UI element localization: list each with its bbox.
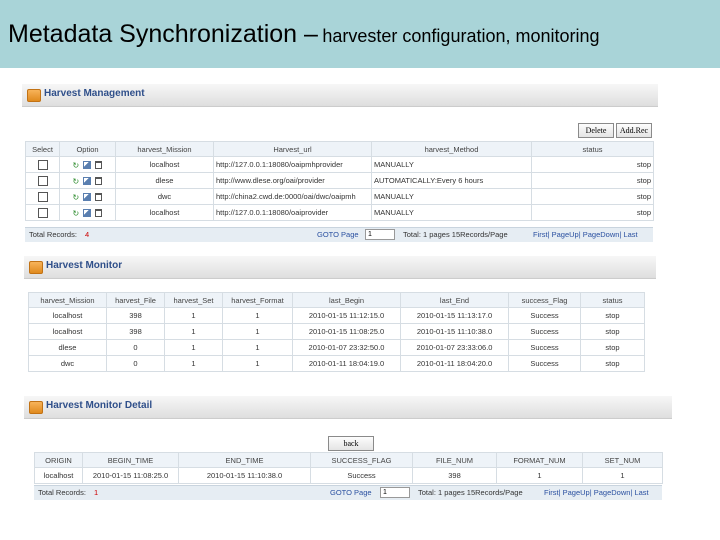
edit-icon[interactable] xyxy=(83,193,91,201)
cell-url: http://china2.cwd.de:0000/oai/dwc/oaipmh xyxy=(214,189,372,205)
col-format-num: FORMAT_NUM xyxy=(497,453,583,468)
col-harvest-mission: harvest_Mission xyxy=(29,293,107,308)
panel-icon xyxy=(29,401,43,414)
table-cell: 2010-01-15 11:13:17.0 xyxy=(401,308,509,324)
slide-title-sub: harvester configuration, monitoring xyxy=(322,26,600,46)
edit-icon[interactable] xyxy=(83,161,91,169)
row-checkbox[interactable] xyxy=(38,160,48,170)
col-harvest-set: harvest_Set xyxy=(165,293,223,308)
table-cell: 2010-01-15 11:08:25.0 xyxy=(83,468,179,484)
table-cell: 1 xyxy=(497,468,583,484)
pager-info: Total: 1 pages 15Records/Page xyxy=(418,488,523,497)
col-status: status xyxy=(532,142,654,157)
refresh-icon[interactable]: ↻ xyxy=(72,161,80,170)
harvest-management-pager xyxy=(25,227,653,242)
table-cell: Success xyxy=(509,308,581,324)
col-select: Select xyxy=(26,142,60,157)
table-cell: 2010-01-15 11:08:25.0 xyxy=(293,324,401,340)
harvest-monitor-detail-titlebar xyxy=(24,396,672,419)
harvest-monitor-titlebar xyxy=(24,256,656,279)
add-record-button[interactable]: Add.Rec xyxy=(616,123,652,138)
col-success-flag: success_Flag xyxy=(509,293,581,308)
back-button[interactable]: back xyxy=(328,436,374,451)
table-cell: 398 xyxy=(107,308,165,324)
row-checkbox[interactable] xyxy=(38,192,48,202)
cell-mission: dwc xyxy=(116,189,214,205)
col-harvest-format: harvest_Format xyxy=(223,293,293,308)
table-row xyxy=(26,157,654,173)
col-origin: ORIGIN xyxy=(35,453,83,468)
cell-url: http://127.0.0.1:18080/oaiprovider xyxy=(214,205,372,221)
harvest-monitor-title: Harvest Monitor xyxy=(46,260,123,271)
table-cell: Success xyxy=(509,356,581,372)
harvest-management-table xyxy=(25,141,654,221)
table-cell: 2010-01-11 18:04:20.0 xyxy=(401,356,509,372)
table-cell: 1 xyxy=(165,356,223,372)
col-last-begin: last_Begin xyxy=(293,293,401,308)
table-cell: 2010-01-07 23:33:06.0 xyxy=(401,340,509,356)
harvest-monitor-table xyxy=(28,292,645,372)
table-cell: 2010-01-15 11:12:15.0 xyxy=(293,308,401,324)
cell-method: MANUALLY xyxy=(372,157,532,173)
table-cell: 1 xyxy=(223,324,293,340)
refresh-icon[interactable]: ↻ xyxy=(72,193,80,202)
total-records-value: 4 xyxy=(85,230,90,239)
table-cell: stop xyxy=(581,308,645,324)
cell-status: stop xyxy=(532,189,654,205)
table-row xyxy=(26,189,654,205)
col-last-end: last_End xyxy=(401,293,509,308)
cell-status: stop xyxy=(532,205,654,221)
cell-mission: dlese xyxy=(116,173,214,189)
table-cell: 2010-01-07 23:32:50.0 xyxy=(293,340,401,356)
table-cell: 398 xyxy=(413,468,497,484)
panel-icon xyxy=(29,261,43,274)
cell-url: http://127.0.0.1:18080/oaipmhprovider xyxy=(214,157,372,173)
trash-icon[interactable] xyxy=(95,193,102,201)
table-cell: stop xyxy=(581,324,645,340)
refresh-icon[interactable]: ↻ xyxy=(72,209,80,218)
col-harvest-file: harvest_File xyxy=(107,293,165,308)
table-cell: dlese xyxy=(29,340,107,356)
table-cell: 1 xyxy=(223,308,293,324)
table-row xyxy=(26,173,654,189)
total-records-label: Total Records: xyxy=(38,488,86,497)
cell-method: MANUALLY xyxy=(372,205,532,221)
delete-button[interactable]: Delete xyxy=(578,123,614,138)
trash-icon[interactable] xyxy=(95,161,102,169)
table-cell: 2010-01-11 18:04:19.0 xyxy=(293,356,401,372)
table-cell: stop xyxy=(581,340,645,356)
cell-method: AUTOMATICALLY:Every 6 hours xyxy=(372,173,532,189)
cell-mission: localhost xyxy=(116,157,214,173)
table-row[interactable] xyxy=(29,356,645,372)
table-cell: stop xyxy=(581,356,645,372)
harvest-management-panel xyxy=(22,84,658,244)
table-row[interactable] xyxy=(29,340,645,356)
goto-page-input[interactable] xyxy=(365,229,395,240)
cell-mission: localhost xyxy=(116,205,214,221)
trash-icon[interactable] xyxy=(95,209,102,217)
pager-links[interactable]: First| PageUp| PageDown| Last xyxy=(544,488,649,497)
col-harvest-mission: harvest_Mission xyxy=(116,142,214,157)
table-cell: 1 xyxy=(165,340,223,356)
harvest-management-title: Harvest Management xyxy=(44,88,145,99)
goto-page-input[interactable] xyxy=(380,487,410,498)
row-checkbox[interactable] xyxy=(38,208,48,218)
table-cell: Success xyxy=(509,324,581,340)
slide-title xyxy=(8,20,600,49)
total-records-value: 1 xyxy=(94,488,99,497)
col-harvest-url: Harvest_url xyxy=(214,142,372,157)
harvest-management-titlebar xyxy=(22,84,658,107)
col-end-time: END_TIME xyxy=(179,453,311,468)
edit-icon[interactable] xyxy=(83,209,91,217)
cell-url: http://www.dlese.org/oai/provider xyxy=(214,173,372,189)
table-cell: 0 xyxy=(107,356,165,372)
table-cell: 2010-01-15 11:10:38.0 xyxy=(401,324,509,340)
table-cell: 0 xyxy=(107,340,165,356)
table-cell: Success xyxy=(311,468,413,484)
table-row xyxy=(35,468,663,484)
table-cell: 1 xyxy=(583,468,663,484)
table-cell: 398 xyxy=(107,324,165,340)
table-row[interactable] xyxy=(29,324,645,340)
harvest-monitor-detail-title: Harvest Monitor Detail xyxy=(46,400,153,411)
table-cell: 1 xyxy=(223,340,293,356)
table-cell: 1 xyxy=(165,308,223,324)
slide-title-main: Metadata Synchronization – xyxy=(8,20,318,48)
col-set-num: SET_NUM xyxy=(583,453,663,468)
pager-links[interactable]: First| PageUp| PageDown| Last xyxy=(533,230,638,239)
table-cell: localhost xyxy=(29,324,107,340)
cell-status: stop xyxy=(532,173,654,189)
col-status: status xyxy=(581,293,645,308)
cell-status: stop xyxy=(532,157,654,173)
col-file-num: FILE_NUM xyxy=(413,453,497,468)
table-row[interactable] xyxy=(29,308,645,324)
pager-info: Total: 1 pages 15Records/Page xyxy=(403,230,508,239)
harvest-monitor-detail-table xyxy=(34,452,663,484)
refresh-icon[interactable]: ↻ xyxy=(72,177,80,186)
harvest-monitor-panel xyxy=(24,256,656,376)
goto-page-label: GOTO Page xyxy=(330,488,372,497)
table-row xyxy=(26,205,654,221)
goto-page-label: GOTO Page xyxy=(317,230,359,239)
table-cell: 1 xyxy=(165,324,223,340)
col-begin-time: BEGIN_TIME xyxy=(83,453,179,468)
table-cell: 2010-01-15 11:10:38.0 xyxy=(179,468,311,484)
trash-icon[interactable] xyxy=(95,177,102,185)
table-cell: localhost xyxy=(29,308,107,324)
harvest-monitor-detail-panel xyxy=(24,396,672,506)
cell-method: MANUALLY xyxy=(372,189,532,205)
row-checkbox[interactable] xyxy=(38,176,48,186)
edit-icon[interactable] xyxy=(83,177,91,185)
table-cell: Success xyxy=(509,340,581,356)
col-harvest-method: harvest_Method xyxy=(372,142,532,157)
panel-icon xyxy=(27,89,41,102)
col-option: Option xyxy=(60,142,116,157)
total-records-label: Total Records: xyxy=(29,230,77,239)
col-success-flag: SUCCESS_FLAG xyxy=(311,453,413,468)
table-cell: localhost xyxy=(35,468,83,484)
table-cell: dwc xyxy=(29,356,107,372)
table-cell: 1 xyxy=(223,356,293,372)
harvest-monitor-detail-pager xyxy=(34,485,662,500)
slide-header xyxy=(0,0,720,68)
